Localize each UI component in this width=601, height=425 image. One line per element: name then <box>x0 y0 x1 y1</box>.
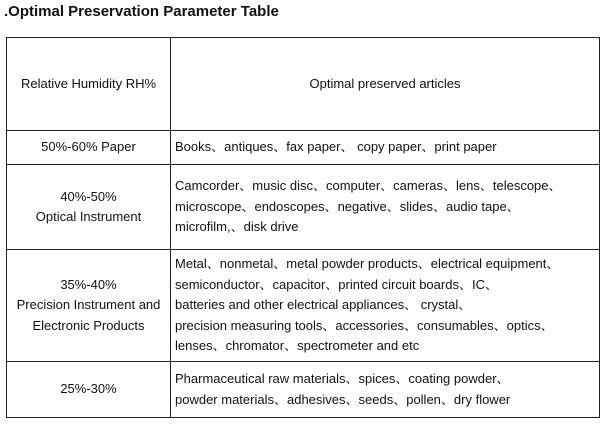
humidity-cell <box>7 250 171 362</box>
articles-line: Books、antiques、fax paper、 copy paper、print paper <box>175 139 497 155</box>
articles-cell <box>171 362 600 418</box>
humidity-line: Electronic Products <box>32 317 145 333</box>
table-row <box>7 165 600 250</box>
table-row <box>7 250 600 362</box>
articles-line: batteries and other electrical appliances、 crystal、 <box>175 297 472 313</box>
humidity-cell <box>7 165 171 250</box>
humidity-line: 25%-30% <box>60 381 117 397</box>
humidity-cell <box>7 131 171 165</box>
articles-line: powder materials、adhesives、seeds、pollen、dry flower <box>175 391 511 407</box>
articles-line: Camcorder、music disc、computer、cameras、lens、telescope、 <box>175 178 562 194</box>
humidity-line: 40%-50% <box>60 188 117 204</box>
table-header-row <box>7 38 600 131</box>
page-title: .Optimal Preservation Parameter Table <box>4 3 279 20</box>
header-articles: Optimal preserved articles <box>171 38 600 131</box>
preservation-table <box>6 37 600 418</box>
articles-line: Metal、nonmetal、metal powder products、electrical equipment、 <box>175 256 560 272</box>
articles-line: semiconductor、capacitor、printed circuit boards、IC、 <box>175 276 498 292</box>
table-row <box>7 131 600 165</box>
humidity-line: Precision Instrument and <box>16 297 161 313</box>
articles-cell <box>171 250 600 362</box>
articles-cell <box>171 165 600 250</box>
articles-line: lenses、chromator、spectrometer and etc <box>175 338 420 354</box>
table-row <box>7 362 600 418</box>
humidity-line: 35%-40% <box>60 276 117 292</box>
humidity-line: Optical Instrument <box>35 209 142 224</box>
articles-line: microfilm,、disk drive <box>175 219 299 235</box>
humidity-cell <box>7 362 171 418</box>
articles-line: precision measuring tools、accessories、consumables、optics、 <box>175 317 554 333</box>
articles-line: microscope、endoscopes、negative、slides、audio tape、 <box>175 198 520 214</box>
articles-line: Pharmaceutical raw materials、spices、coating powder、 <box>175 371 510 386</box>
articles-cell <box>171 131 600 165</box>
humidity-line: 50%-60% Paper <box>41 139 136 155</box>
header-humidity: Relative Humidity RH% <box>7 38 171 131</box>
